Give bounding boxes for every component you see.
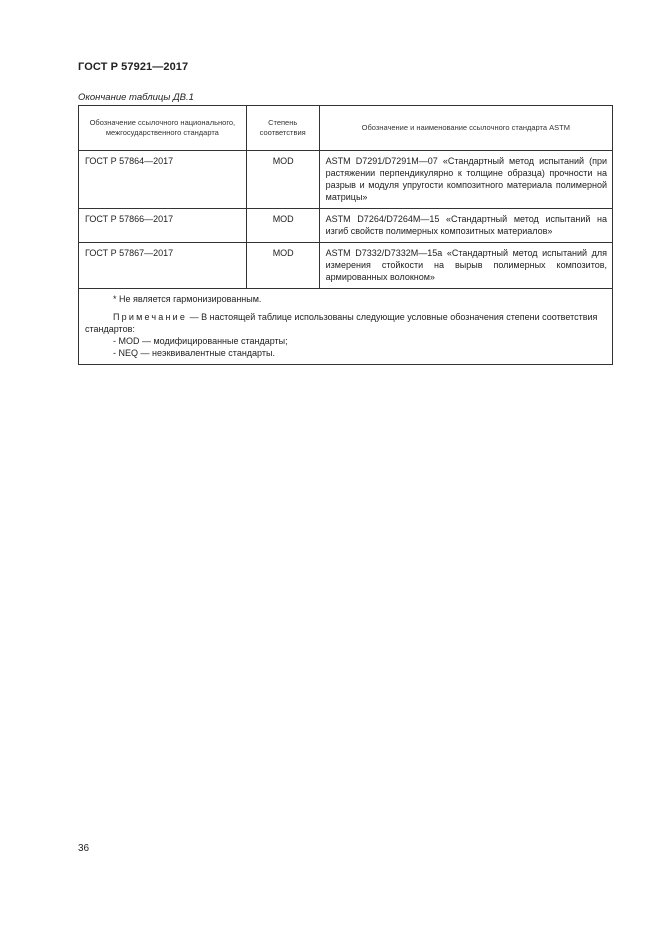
table-row <box>79 151 613 209</box>
table-notes <box>79 289 613 365</box>
cell-astm: ASTM D7332/D7332M—15a «Стандартный метод испытаний для измерения стойкости на вырыв полимерных композитов, армированных волокном» <box>319 243 612 289</box>
cell-degree: MOD <box>246 243 319 289</box>
legend-item-mod: - MOD — модифицированные стандарты; <box>113 336 288 346</box>
table-caption: Окончание таблицы ДВ.1 <box>78 92 194 103</box>
legend-item-neq: - NEQ — неэквивалентные стандарты. <box>113 348 275 358</box>
note-text: — В настоящей таблице использованы следующие условные обозначения степени соответствия стандартов: <box>85 312 598 334</box>
cell-degree: MOD <box>246 209 319 243</box>
reference-standards-table <box>78 105 613 365</box>
header-degree-of-conformity: Степень соответствия <box>246 106 319 151</box>
table-footer-row <box>79 289 613 365</box>
cell-degree: MOD <box>246 151 319 209</box>
page-number: 36 <box>78 843 90 854</box>
table-row <box>79 209 613 243</box>
cell-standard: ГОСТ Р 57867—2017 <box>79 243 247 289</box>
cell-astm: ASTM D7264/D7264M—15 «Стандартный метод испытаний на изгиб свойств полимерных композитных материалов» <box>319 209 612 243</box>
header-astm-standard: Обозначение и наименование ссылочного стандарта ASTM <box>319 106 612 151</box>
footnote: * Не является гармонизированным. <box>113 294 262 304</box>
note-label: Примечание <box>113 312 188 322</box>
header-national-standard: Обозначение ссылочного национального, межгосударственного стандарта <box>79 106 247 151</box>
note <box>85 311 607 335</box>
cell-standard: ГОСТ Р 57864—2017 <box>79 151 247 209</box>
table-row <box>79 243 613 289</box>
table-header-row <box>79 106 613 151</box>
cell-standard: ГОСТ Р 57866—2017 <box>79 209 247 243</box>
document-header: ГОСТ Р 57921—2017 <box>78 61 189 73</box>
cell-astm: ASTM D7291/D7291M—07 «Стандартный метод испытаний (при растяжении перпендикулярно к толщине образца) прочности на разрыв и модуля упругости композитного материала полимерной матрицы» <box>319 151 612 209</box>
